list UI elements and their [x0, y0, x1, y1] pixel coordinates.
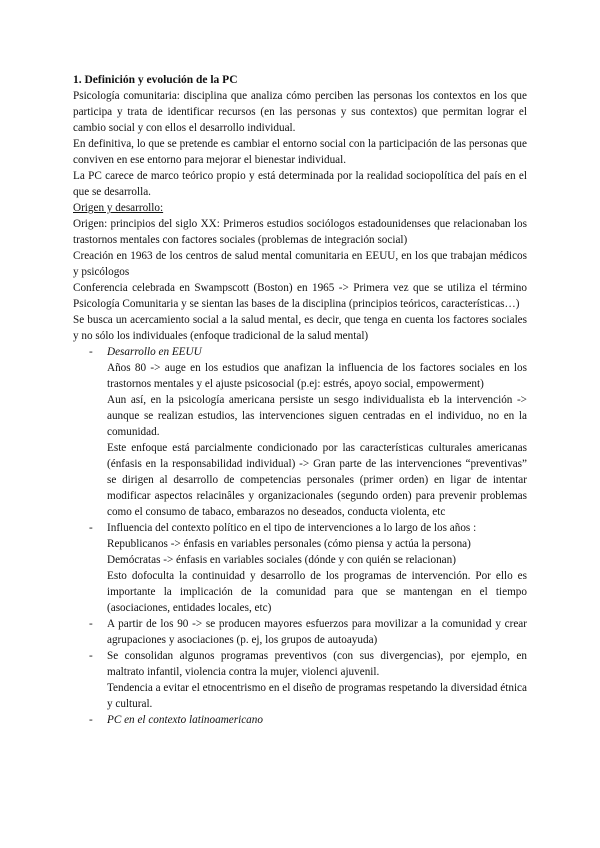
- list-item-head: PC en el contexto latinoamericano: [107, 714, 263, 726]
- origin-paragraph: Conferencia celebrada en Swampscott (Boston) en 1965 -> Primera vez que se utiliza el término Psicología Comunitaria y se sientan las bases de la disciplina (principios teóricos, características…): [73, 282, 527, 310]
- origin-paragraph: Creación en 1963 de los centros de salud mental comunitaria en EEUU, en los que trabajan médicos y psicólogos: [73, 250, 527, 278]
- list-dash: -: [89, 618, 93, 630]
- list-item-paragraph: Demócratas -> énfasis en variables sociales (dónde y con quién se relacionan): [107, 554, 456, 566]
- origin-paragraph: Origen: principios del siglo XX: Primeros estudios sociólogos estadounidenses que relacionaban los trastornos mentales con factores sociales (problemas de integración social): [73, 218, 527, 246]
- section-title: 1. Definición y evolución de la PC: [73, 74, 238, 86]
- list-item-head: Influencia del contexto político en el tipo de intervenciones a lo largo de los años :: [107, 522, 477, 534]
- list-item-paragraph: Republicanos -> énfasis en variables personales (cómo piensa y actúa la persona): [107, 538, 471, 550]
- list-item-head: Se consolidan algunos programas preventivos (con sus divergencias), por ejemplo, en maltrato infantil, violencia contra la mujer, violenci ajuvenil.: [107, 650, 527, 678]
- origin-paragraph: Se busca un acercamiento social a la salud mental, es decir, que tenga en cuenta los factores sociales y no sólo los individuales (enfoque tradicional de la salud mental): [73, 314, 527, 342]
- list-item-head: Desarrollo en EEUU: [107, 346, 202, 358]
- intro-paragraph: La PC carece de marco teórico propio y está determinada por la realidad sociopolítica del país en el que se desarrolla.: [73, 170, 527, 198]
- list-dash: -: [89, 650, 93, 662]
- intro-paragraph: Psicología comunitaria: disciplina que analiza cómo perciben las personas los contextos en los que participa y trata de identificar recursos (en las personas y sus contextos) que permitan lograr el cambio social y con ellos el desarrollo individual.: [73, 90, 527, 134]
- list-dash: -: [89, 522, 93, 534]
- list-item: [73, 344, 527, 520]
- list-item-paragraph: Esto dofoculta la continuidad y desarrollo de los programas de intervención. Por ello es importante la implicación de la comunidad para que se mantengan en el tiempo (asociaciones, entidades locales, etc): [107, 570, 527, 614]
- list-item: [73, 648, 527, 712]
- document-page: [73, 72, 527, 728]
- list-dash: -: [89, 346, 93, 358]
- list-item: [73, 712, 527, 728]
- list-item-paragraph: Años 80 -> auge en los estudios que anafizan la influencia de los factores sociales en los trastornos mentales y el ajuste psicosocial (p.ej: estrés, apoyo social, empowerment): [107, 362, 527, 390]
- intro-paragraph: En definitiva, lo que se pretende es cambiar el entorno social con la participación de las personas que conviven en ese entorno para mejorar el bienestar individual.: [73, 138, 527, 166]
- list-item: [73, 616, 527, 648]
- list-item-paragraph: Este enfoque está parcialmente condicionado por las características culturales americanas (énfasis en la responsabilidad individual) -> Gran parte de las intervenciones “preventivas” se dirigen al desarrollo de competencias personales (primer orden) en ligar de intentar modificar aspectos relacinâles y organizacionales (segundo orden) para prevenir problemas como el consumo de tabaco, embarazos no deseados, conducta violenta, etc: [107, 442, 527, 518]
- list-dash: -: [89, 714, 93, 726]
- list-item: [73, 520, 527, 616]
- list-item-paragraph: Aun así, en la psicología americana persiste un sesgo individualista eb la intervención -> aunque se realizan estudios, las intervenciones siguen centradas en el individuo, no en la comunidad.: [107, 394, 527, 438]
- origin-heading: Origen y desarrollo:: [73, 202, 164, 214]
- list-item-head: A partir de los 90 -> se producen mayores esfuerzos para movilizar a la comunidad y crear agrupaciones y asociaciones (p. ej, los grupos de autoayuda): [107, 618, 527, 646]
- list-item-paragraph: Tendencia a evitar el etnocentrismo en el diseño de programas respetando la diversidad étnica y cultural.: [107, 682, 527, 710]
